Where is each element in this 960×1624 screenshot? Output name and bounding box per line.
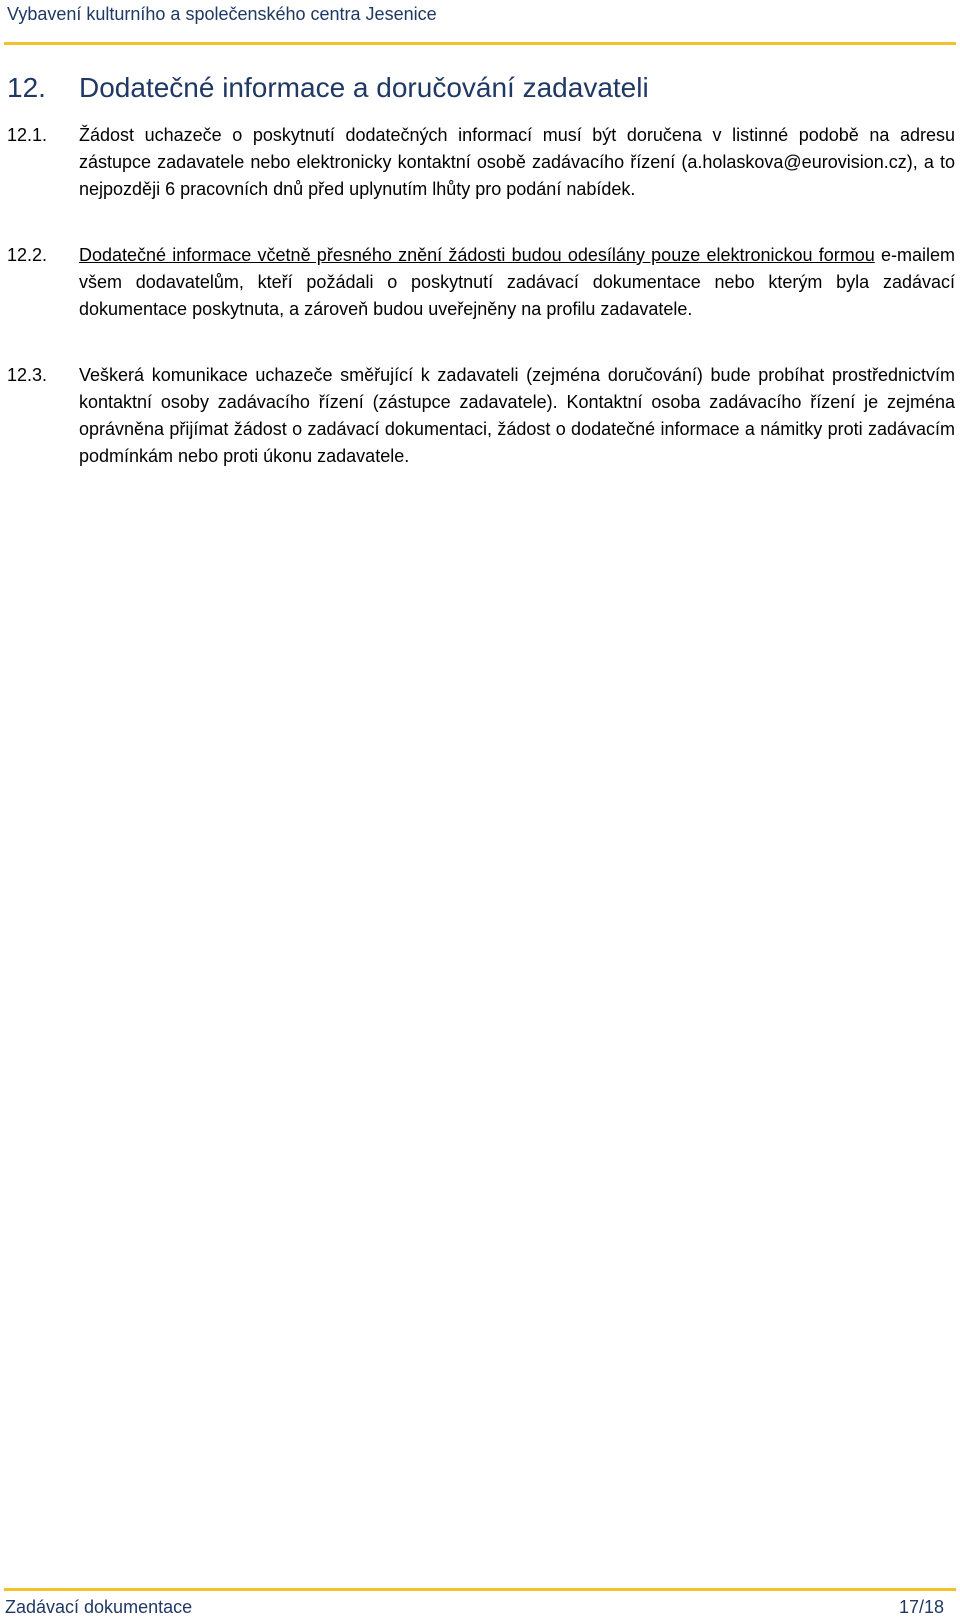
section-number: 12.	[7, 72, 46, 103]
footer-title: Zadávací dokumentace	[5, 1597, 193, 1617]
page-number: 17/18	[898, 1597, 944, 1617]
paragraph-number: 12.3.	[7, 365, 48, 385]
section-heading	[7, 72, 649, 104]
page-header	[4, 0, 956, 45]
paragraph-12-1	[7, 122, 955, 203]
paragraph-number: 12.2.	[7, 245, 48, 265]
section-title: Dodatečné informace a doručování zadavateli	[79, 72, 649, 103]
page-footer	[4, 1588, 956, 1624]
paragraph-text	[79, 242, 955, 323]
header-title: Vybavení kulturního a společenského centra Jesenice	[7, 4, 437, 24]
paragraph-12-3	[7, 362, 955, 470]
paragraph-number: 12.1.	[7, 125, 48, 145]
paragraph-12-2	[7, 242, 955, 323]
paragraph-text: Žádost uchazeče o poskytnutí dodatečných informací musí být doručena v listinné podobě na adresu zástupce zadavatele nebo elektronicky kontaktní osobě zadávacího řízení (a.holaskova@eurovision.cz), a to nejpozději 6 pracovních dnů před uplynutím lhůty pro podání nabídek.	[79, 125, 955, 199]
underlined-text: Dodatečné informace včetně přesného znění žádosti budou odesílány pouze elektronickou formou	[79, 245, 875, 265]
paragraph-text: Veškerá komunikace uchazeče směřující k zadavateli (zejména doručování) bude probíhat prostřednictvím kontaktní osoby zadávacího řízení (zástupce zadavatele). Kontaktní osoba zadávacího řízení je zejména oprávněna přijímat žádost o zadávací dokumentaci, žádost o dodatečné informace a námitky proti zadávacím podmínkám nebo proti úkonu zadavatele.	[79, 365, 955, 466]
paragraph-text-rest: e-mailem všem dodavatelům, kteří požádali o poskytnutí zadávací dokumentace nebo kterým byla zadávací dokumentace poskytnuta, a zároveň budou uveřejněny na profilu zadavatele.	[79, 245, 956, 319]
